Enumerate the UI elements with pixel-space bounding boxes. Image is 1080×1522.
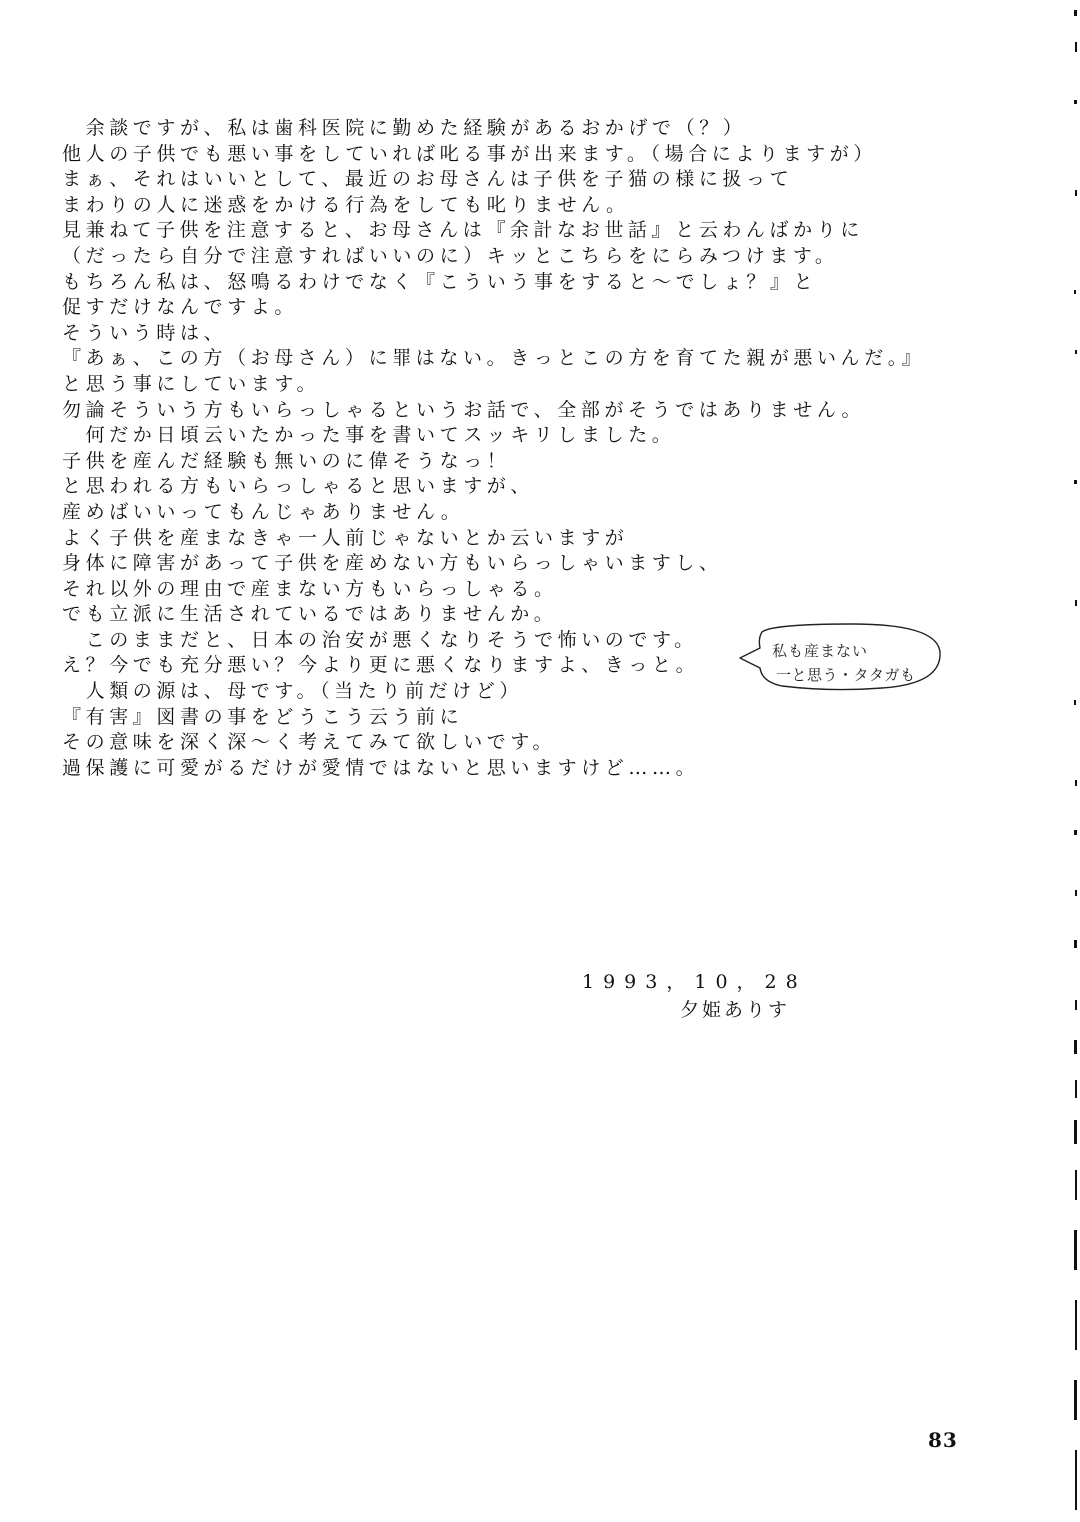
essay-line: 人類の源は、母です。（当たり前だけど）: [62, 680, 523, 703]
essay-line: もちろん私は、怒鳴るわけでなく『こういう事をすると～でしょ？』と: [62, 270, 818, 293]
essay-line: でも立派に生活されているではありませんか。: [62, 603, 558, 626]
signature-block: [582, 968, 842, 1024]
essay-line: 他人の子供でも悪い事をしていれば叱る事が出来ます。（場合によりますが）: [62, 142, 877, 165]
essay-line: 子供を産んだ経験も無いのに偉そうなっ！: [62, 449, 511, 472]
page-number: 83: [928, 1428, 958, 1452]
essay-line: 余談ですが、私は歯科医院に勤めた経験があるおかげで（？）: [62, 117, 747, 139]
handwritten-speech-bubble: [732, 612, 952, 702]
bubble-text-line: 私も産まない: [772, 642, 869, 660]
bubble-text-line: 一と思う・タタガも: [776, 666, 916, 684]
essay-line: と思われる方もいらっしゃると思いますが、: [62, 475, 535, 498]
essay-line: え？今でも充分悪い？今より更に悪くなりますよ、きっと。: [62, 654, 700, 677]
essay-line: このままだと、日本の治安が悪くなりそうで怖いのです。: [62, 628, 698, 651]
essay-line: よく子供を産まなきゃ一人前じゃないとか云いますが: [62, 526, 629, 549]
essay-line: 産めばいいってもんじゃありません。: [62, 500, 465, 523]
essay-line: 何だか日頃云いたかった事を書いてスッキリしました。: [62, 424, 676, 447]
essay-line: それ以外の理由で産まない方もいらっしゃる。: [62, 577, 558, 600]
essay-line: 促すだけなんですよ。: [62, 296, 299, 319]
essay-line: 『あぁ、この方（お母さん）に罪はない。きっとこの方を育てた親が悪いんだ。』: [62, 347, 926, 370]
essay-line: そういう時は、: [62, 321, 228, 344]
essay-line: 勿論そういう方もいらっしゃるというお話で、全部がそうではありません。: [62, 398, 866, 421]
scan-edge-marks: [1068, 0, 1080, 1522]
author-name: 夕姫ありす: [680, 999, 791, 1021]
essay-line: 『有害』図書の事をどうこう云う前に: [62, 705, 464, 728]
essay-line: （だったら自分で注意すればいいのに）キッとこちらをにらみつけます。: [62, 244, 839, 267]
essay-line: まぁ、それはいいとして、最近のお母さんは子供を子猫の様に扱って: [62, 168, 794, 191]
essay-line: と思う事にしています。: [62, 372, 321, 395]
essay-line: 過保護に可愛がるだけが愛情ではないと思いますけど……。: [62, 756, 700, 779]
essay-line: まわりの人に迷惑をかける行為をしても叱りません。: [62, 193, 630, 216]
essay-line: 見兼ねて子供を注意すると、お母さんは『余計なお世話』と云わんばかりに: [62, 219, 864, 242]
date: 1993，10，28: [582, 971, 807, 993]
essay-line: その意味を深く深～く考えてみて欲しいです。: [62, 731, 557, 754]
essay-line: 身体に障害があって子供を産めない方もいらっしゃいますし、: [62, 552, 723, 575]
